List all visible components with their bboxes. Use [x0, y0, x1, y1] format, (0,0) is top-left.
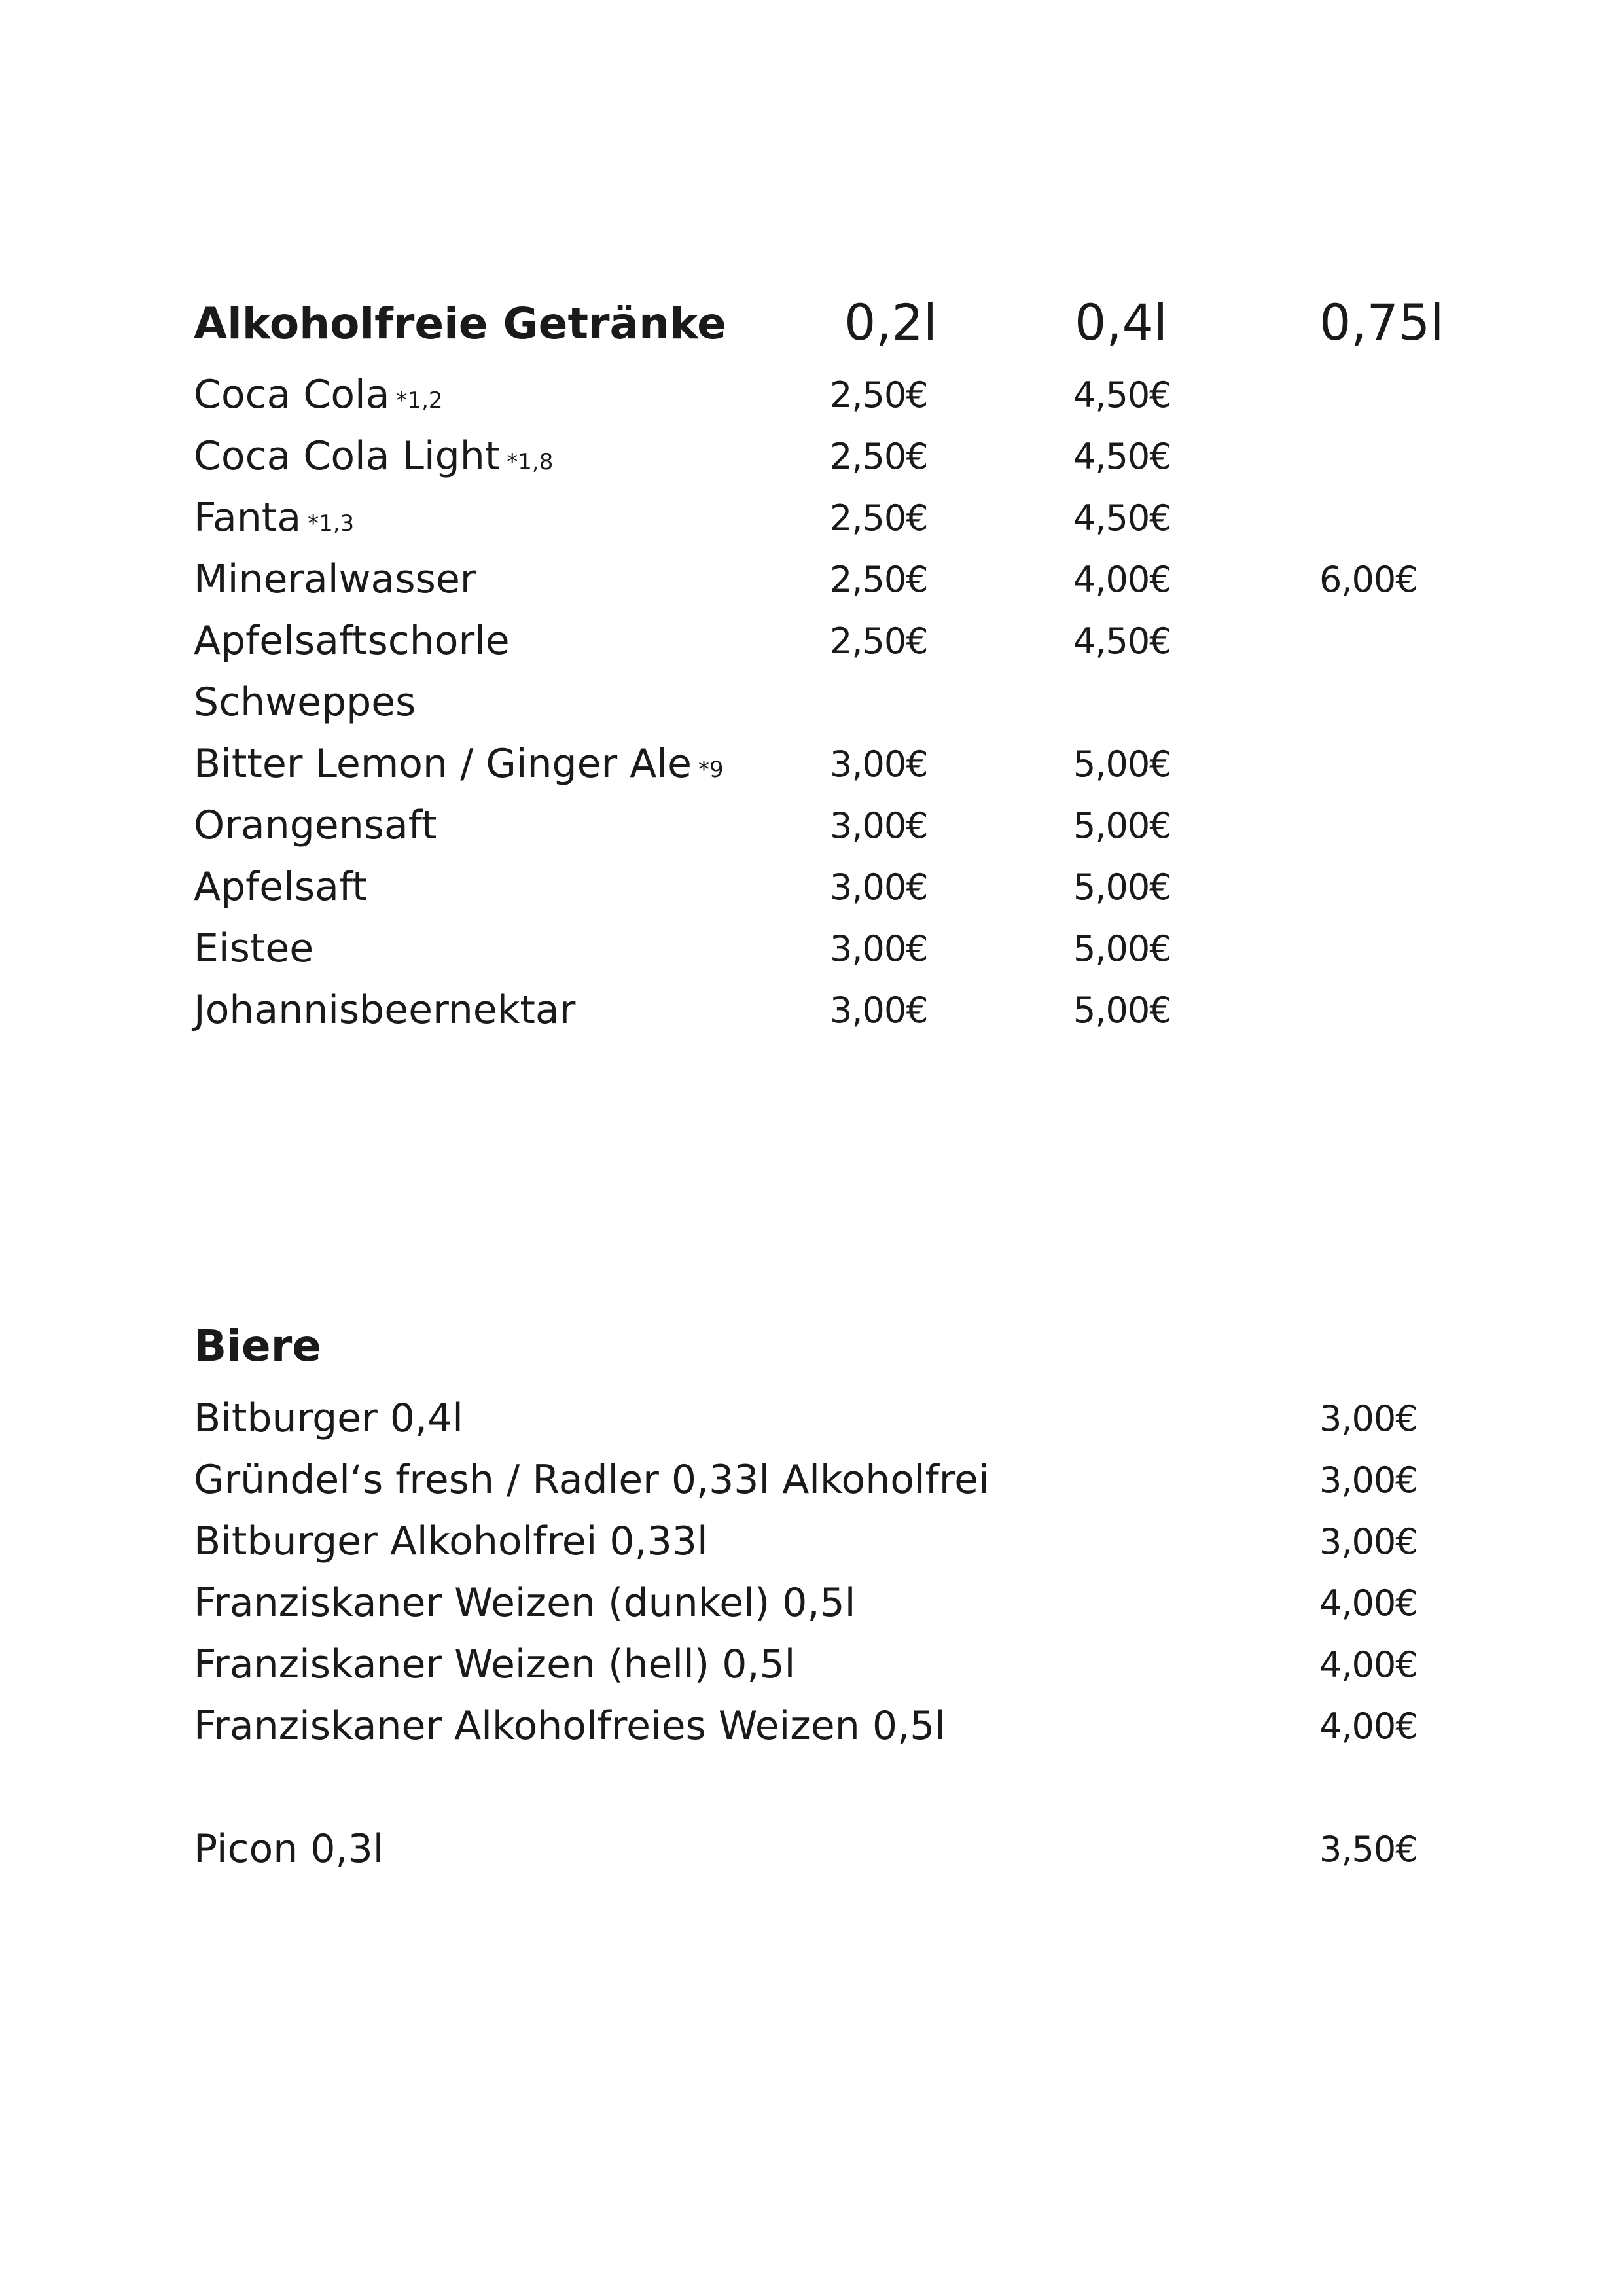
item-price: 4,00€ — [1319, 1583, 1418, 1624]
menu-item-row — [0, 556, 1623, 618]
additive-note: *1,2 — [396, 387, 443, 414]
price-0-2l: 3,00€ — [830, 990, 928, 1031]
item-price: 3,00€ — [1319, 1460, 1418, 1501]
menu-item-row — [0, 925, 1623, 987]
item-name: Eistee — [194, 925, 314, 971]
item-price: 3,50€ — [1319, 1829, 1418, 1870]
price-0-4l: 5,00€ — [1073, 928, 1171, 969]
item-price: 4,00€ — [1319, 1706, 1418, 1747]
price-0-2l: 2,50€ — [830, 620, 928, 662]
price-0-4l: 5,00€ — [1073, 805, 1171, 846]
item-name: Gründel‘s fresh / Radler 0,33l Alkoholfrei — [194, 1457, 990, 1503]
column-header-0-4l: 0,4l — [1075, 293, 1168, 351]
item-name: Orangensaft — [194, 802, 437, 848]
menu-item-row — [0, 802, 1623, 864]
price-0-2l: 2,50€ — [830, 374, 928, 416]
menu-item-row — [0, 741, 1623, 802]
item-name: Franziskaner Weizen (dunkel) 0,5l — [194, 1580, 856, 1626]
menu-item-row — [0, 1580, 1623, 1641]
menu-item-row — [0, 1457, 1623, 1518]
beers-heading: Biere — [194, 1321, 322, 1371]
price-0-4l: 4,50€ — [1073, 497, 1171, 539]
price-0-2l: 2,50€ — [830, 559, 928, 600]
price-0-4l: 4,00€ — [1073, 559, 1171, 600]
menu-item-row — [0, 433, 1623, 495]
menu-item-row — [0, 1518, 1623, 1580]
column-header-0-75l: 0,75l — [1319, 293, 1444, 351]
price-0-4l: 4,50€ — [1073, 620, 1171, 662]
item-name: Picon 0,3l — [194, 1826, 384, 1872]
item-name: Schweppes — [194, 679, 416, 725]
price-0-2l: 3,00€ — [830, 805, 928, 846]
menu-item-row — [0, 679, 1623, 741]
item-price: 3,00€ — [1319, 1398, 1418, 1439]
price-0-2l: 3,00€ — [830, 867, 928, 908]
item-name: Franziskaner Weizen (hell) 0,5l — [194, 1641, 796, 1687]
item-name: Apfelsaftschorle — [194, 618, 510, 664]
price-0-75l: 6,00€ — [1319, 559, 1418, 600]
menu-item-row — [0, 1641, 1623, 1703]
menu-item-row — [0, 1395, 1623, 1457]
item-price: 3,00€ — [1319, 1521, 1418, 1562]
price-0-2l: 3,00€ — [830, 744, 928, 785]
additive-note: *9 — [698, 757, 724, 783]
price-0-4l: 4,50€ — [1073, 436, 1171, 477]
price-0-4l: 4,50€ — [1073, 374, 1171, 416]
item-name: Bitter Lemon / Ginger Ale *9 — [194, 741, 724, 787]
item-name: Bitburger Alkoholfrei 0,33l — [194, 1518, 708, 1564]
item-name: Mineralwasser — [194, 556, 476, 602]
item-price: 4,00€ — [1319, 1644, 1418, 1685]
item-name: Fanta *1,3 — [194, 495, 355, 541]
menu-item-row — [0, 1826, 1623, 1888]
column-header-0-2l: 0,2l — [844, 293, 937, 351]
price-0-2l: 3,00€ — [830, 928, 928, 969]
menu-item-row — [0, 618, 1623, 679]
softdrinks-heading: Alkoholfreie Getränke — [194, 298, 726, 349]
price-0-4l: 5,00€ — [1073, 744, 1171, 785]
item-name: Coca Cola Light *1,8 — [194, 433, 554, 479]
price-0-2l: 2,50€ — [830, 497, 928, 539]
item-name: Franziskaner Alkoholfreies Weizen 0,5l — [194, 1703, 946, 1749]
item-name: Johannisbeernektar — [194, 987, 576, 1033]
menu-item-row — [0, 987, 1623, 1049]
additive-note: *1,8 — [507, 449, 554, 475]
item-name: Bitburger 0,4l — [194, 1395, 463, 1441]
menu-item-row — [0, 1703, 1623, 1765]
item-name: Apfelsaft — [194, 864, 368, 910]
item-name: Coca Cola *1,2 — [194, 372, 443, 418]
price-0-4l: 5,00€ — [1073, 990, 1171, 1031]
price-0-4l: 5,00€ — [1073, 867, 1171, 908]
menu-item-row — [0, 864, 1623, 925]
menu-item-row — [0, 495, 1623, 556]
price-0-2l: 2,50€ — [830, 436, 928, 477]
menu-item-row — [0, 372, 1623, 433]
additive-note: *1,3 — [308, 511, 355, 537]
